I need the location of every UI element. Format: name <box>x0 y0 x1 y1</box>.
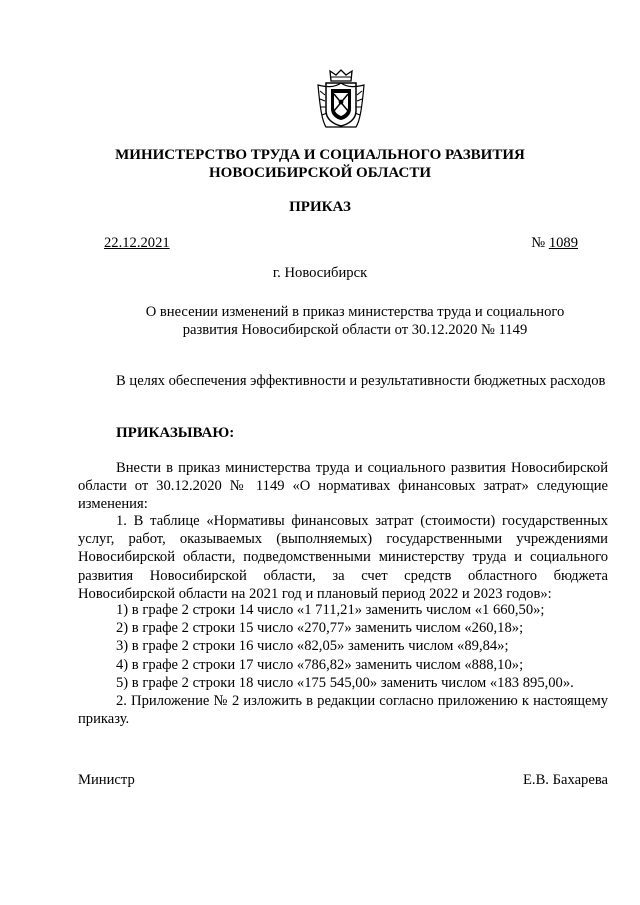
sub-item: 2) в графе 2 строки 15 число «270,77» заменить числом «260,18»; <box>116 620 524 636</box>
make-changes-text: Внести в приказ министерства труда и социального развития Новосибирской области от 30.12.2020 № 1149 «О нормативах финансовых затрат» следующие изменения: <box>78 460 608 513</box>
order-word: ПРИКАЗЫВАЮ: <box>116 425 235 441</box>
sub-item: 5) в графе 2 строки 18 число «175 545,00» заменить числом «183 895,00». <box>116 675 574 691</box>
document-subject <box>120 303 590 339</box>
ministry-name-line1: МИНИСТЕРСТВО ТРУДА И СОЦИАЛЬНОГО РАЗВИТИЯ <box>115 147 525 163</box>
item-2-text: 2. Приложение № 2 изложить в редакции согласно приложению к настоящему приказу. <box>78 693 608 728</box>
ministry-name <box>60 146 580 182</box>
intent-text: В целях обеспечения эффективности и результативности бюджетных расходов <box>116 373 606 389</box>
item-1-text: 1. В таблице «Нормативы финансовых затрат (стоимости) государственных услуг, работ, оказываемых (выполняемых) государственными учреждениями Новосибирской области, подведомственными министерству труда и социального развития Новосибирской области, за счет средств областного бюджета Новосибирской области на 2021 год и плановый период 2022 и 2023 годов»: <box>78 513 608 602</box>
item-2-paragraph <box>78 692 608 728</box>
document-type: ПРИКАЗ <box>289 199 351 215</box>
document-number <box>531 234 578 252</box>
document-city: г. Новосибирск <box>272 265 368 281</box>
intent-paragraph <box>78 372 608 390</box>
coat-of-arms-icon <box>316 67 366 131</box>
number-prefix: № <box>531 235 549 251</box>
number-value: 1089 <box>548 235 578 251</box>
item-1-paragraph <box>78 512 608 603</box>
subject-line2: развития Новосибирской области от 30.12.2020 № 1149 <box>182 322 528 338</box>
make-changes-paragraph <box>78 459 608 514</box>
document-date: 22.12.2021 <box>104 235 170 251</box>
ministry-name-line2: НОВОСИБИРСКОЙ ОБЛАСТИ <box>208 165 432 181</box>
signatory-role: Министр <box>78 772 135 788</box>
sub-item: 1) в графе 2 строки 14 число «1 711,21» заменить числом «1 660,50»; <box>116 602 545 618</box>
subject-line1: О внесении изменений в приказ министерства труда и социального <box>145 304 565 320</box>
sub-item: 4) в графе 2 строки 17 число «786,82» заменить числом «888,10»; <box>116 657 524 673</box>
sub-item: 3) в графе 2 строки 16 число «82,05» заменить числом «89,84»; <box>116 638 509 654</box>
signatory-name: Е.В. Бахарева <box>523 772 608 788</box>
